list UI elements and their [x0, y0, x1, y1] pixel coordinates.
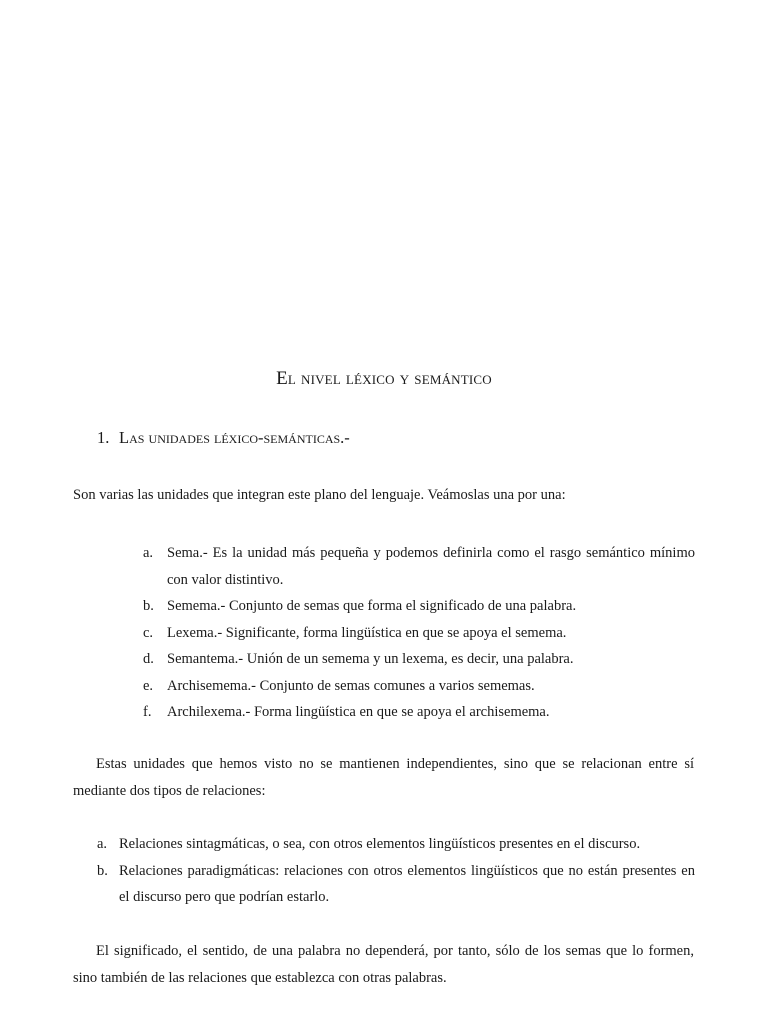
list-item [143, 673, 695, 700]
list-marker: a. [143, 545, 154, 561]
section-number: 1. [97, 428, 110, 447]
list-marker: b. [143, 598, 154, 614]
list-marker: b. [97, 862, 108, 879]
units-list [143, 540, 695, 726]
meaning-paragraph: El significado, el sentido, de una palabra no dependerá, por tanto, sólo de los semas que lo formen, sino también de las relaciones que establezca con otras palabras. [73, 943, 694, 986]
relations-paragraph: Estas unidades que hemos visto no se mantienen independientes, sino que se relacionan entre sí mediante dos tipos de relaciones: [73, 756, 694, 799]
document-title: El nivel léxico y semántico [276, 368, 492, 389]
list-item-text: Lexema.- Significante, forma lingüística en que se apoya el semema. [167, 624, 567, 641]
relations-list [97, 831, 695, 911]
list-marker: f. [143, 704, 152, 720]
list-item [143, 699, 695, 726]
list-item-text: Sema.- Es la unidad más pequeña y podemos definirla como el rasgo semántico mínimo con valor distintivo. [167, 545, 695, 588]
list-item-text: Archilexema.- Forma lingüística en que se apoya el archisemema. [167, 704, 550, 720]
list-item [143, 540, 695, 593]
section-heading-text: Las unidades léxico-semánticas.- [119, 428, 350, 447]
list-item [143, 620, 695, 647]
list-marker: e. [143, 677, 154, 694]
section-heading [97, 428, 350, 448]
list-item-text: Relaciones sintagmáticas, o sea, con otros elementos lingüísticos presentes en el discurso. [119, 836, 641, 852]
list-item [97, 858, 695, 911]
intro-paragraph: Son varias las unidades que integran este plano del lenguaje. Veámoslas una por una: [73, 487, 566, 503]
list-marker: c. [143, 624, 154, 641]
list-item [143, 593, 695, 620]
list-item-text: Semema.- Conjunto de semas que forma el significado de una palabra. [167, 598, 577, 614]
list-marker: a. [97, 836, 108, 852]
list-item [143, 646, 695, 673]
list-item [97, 831, 695, 858]
list-item-text: Archisemema.- Conjunto de semas comunes a varios sememas. [167, 677, 535, 694]
list-item-text: Semantema.- Unión de un semema y un lexema, es decir, una palabra. [167, 651, 574, 667]
list-marker: d. [143, 651, 154, 667]
list-item-text: Relaciones paradigmáticas: relaciones con otros elementos lingüísticos que no están presentes en el discurso pero que podrían estarlo. [119, 862, 695, 905]
